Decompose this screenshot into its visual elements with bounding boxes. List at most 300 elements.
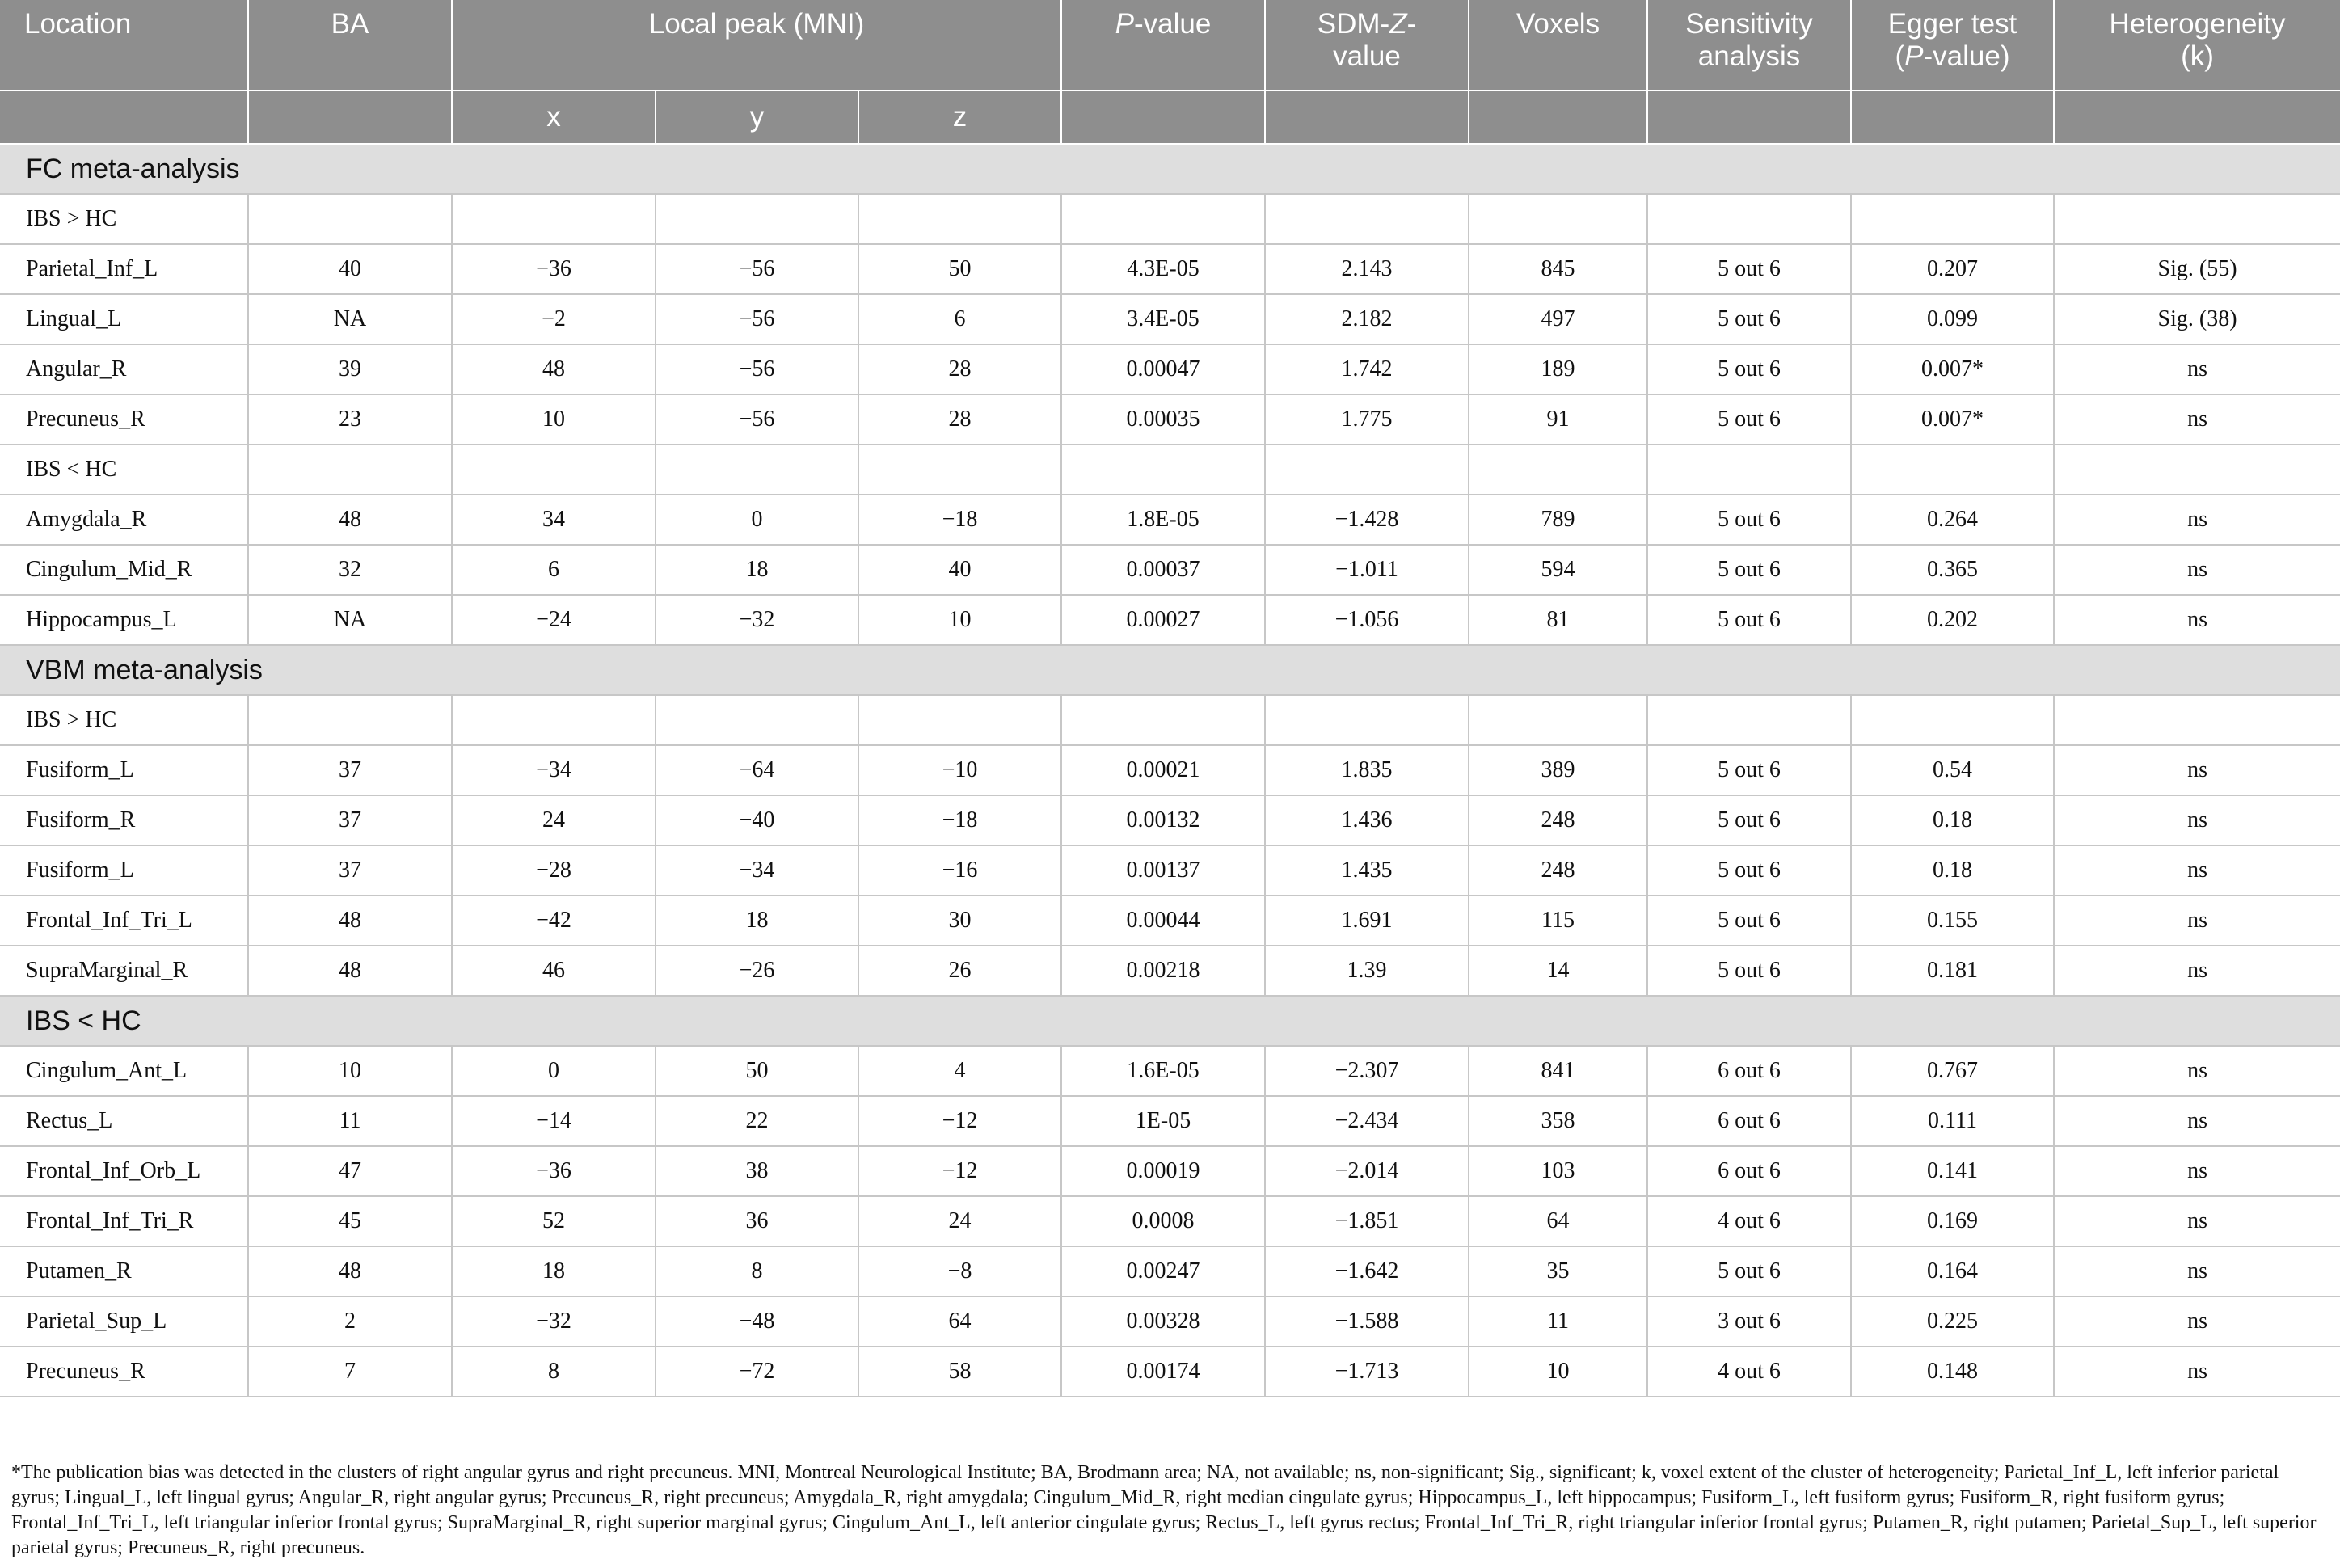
cell-sdm-z: −1.056 — [1265, 595, 1469, 645]
cell-voxels: 248 — [1469, 795, 1647, 845]
empty-cell — [858, 194, 1061, 244]
cell-ba: 11 — [248, 1096, 452, 1146]
header-row-main — [0, 0, 2340, 91]
cell-y: −56 — [656, 344, 858, 394]
cell-sdm-z: −1.011 — [1265, 545, 1469, 595]
cell-x: −34 — [452, 745, 656, 795]
table-row — [0, 595, 2340, 645]
table-row — [0, 1146, 2340, 1196]
cell-p-value: 4.3E-05 — [1061, 244, 1265, 294]
cell-location: Frontal_Inf_Orb_L — [0, 1146, 248, 1196]
cell-sensitivity: 5 out 6 — [1647, 845, 1851, 896]
cell-p-value: 0.00035 — [1061, 394, 1265, 445]
cell-sdm-z: −2.307 — [1265, 1046, 1469, 1096]
cell-egger: 0.169 — [1851, 1196, 2054, 1246]
cell-y: −40 — [656, 795, 858, 845]
cell-egger: 0.18 — [1851, 795, 2054, 845]
cell-voxels: 103 — [1469, 1146, 1647, 1196]
header-p-value — [1061, 0, 1265, 91]
cell-p-value: 0.00047 — [1061, 344, 1265, 394]
empty-cell — [1851, 695, 2054, 745]
cell-z: 6 — [858, 294, 1061, 344]
cell-egger: 0.007* — [1851, 344, 2054, 394]
cell-voxels: 35 — [1469, 1246, 1647, 1296]
cell-x: 6 — [452, 545, 656, 595]
cell-sdm-z: 2.182 — [1265, 294, 1469, 344]
cell-x: 8 — [452, 1347, 656, 1397]
cell-heterogeneity: ns — [2054, 745, 2340, 795]
cell-heterogeneity: ns — [2054, 344, 2340, 394]
cell-ba: 37 — [248, 795, 452, 845]
cell-sdm-z: −1.428 — [1265, 495, 1469, 545]
empty-cell — [248, 695, 452, 745]
cell-z: 28 — [858, 394, 1061, 445]
cell-sensitivity: 5 out 6 — [1647, 896, 1851, 946]
cell-sensitivity: 5 out 6 — [1647, 745, 1851, 795]
table-row — [0, 1296, 2340, 1347]
cell-egger: 0.164 — [1851, 1246, 2054, 1296]
cell-voxels: 358 — [1469, 1096, 1647, 1146]
cell-heterogeneity: ns — [2054, 946, 2340, 996]
cell-heterogeneity: ns — [2054, 495, 2340, 545]
table-row — [0, 1046, 2340, 1096]
cell-location: Cingulum_Ant_L — [0, 1046, 248, 1096]
cell-z: 58 — [858, 1347, 1061, 1397]
cell-x: 18 — [452, 1246, 656, 1296]
cell-location: Cingulum_Mid_R — [0, 545, 248, 595]
section-label: FC meta-analysis — [0, 144, 2340, 194]
cell-sensitivity: 3 out 6 — [1647, 1296, 1851, 1347]
cell-sensitivity: 5 out 6 — [1647, 946, 1851, 996]
cell-x: −2 — [452, 294, 656, 344]
header-location: Location — [0, 0, 248, 91]
cell-location: Parietal_Sup_L — [0, 1296, 248, 1347]
cell-y: −56 — [656, 294, 858, 344]
empty-cell — [1265, 695, 1469, 745]
header-x: x — [452, 91, 656, 144]
table-row — [0, 1096, 2340, 1146]
cell-location: Fusiform_L — [0, 745, 248, 795]
cell-ba: 48 — [248, 946, 452, 996]
empty-cell — [858, 695, 1061, 745]
table-row — [0, 845, 2340, 896]
cell-sdm-z: −1.713 — [1265, 1347, 1469, 1397]
cell-voxels: 81 — [1469, 595, 1647, 645]
cell-egger: 0.264 — [1851, 495, 2054, 545]
section-row — [0, 645, 2340, 695]
cell-egger: 0.767 — [1851, 1046, 2054, 1096]
section-row — [0, 996, 2340, 1046]
cell-x: 10 — [452, 394, 656, 445]
cell-egger: 0.007* — [1851, 394, 2054, 445]
cell-ba: 37 — [248, 745, 452, 795]
cell-x: 34 — [452, 495, 656, 545]
cell-p-value: 0.00174 — [1061, 1347, 1265, 1397]
group-row — [0, 194, 2340, 244]
cell-sensitivity: 5 out 6 — [1647, 595, 1851, 645]
header-sdm-part3: value — [1333, 40, 1401, 72]
cell-x: 0 — [452, 1046, 656, 1096]
empty-cell — [858, 445, 1061, 495]
cell-z: 26 — [858, 946, 1061, 996]
cell-heterogeneity: ns — [2054, 394, 2340, 445]
cell-voxels: 10 — [1469, 1347, 1647, 1397]
empty-cell — [1469, 695, 1647, 745]
cell-y: 18 — [656, 896, 858, 946]
cell-voxels: 11 — [1469, 1296, 1647, 1347]
empty-cell — [656, 695, 858, 745]
cell-y: 8 — [656, 1246, 858, 1296]
header-egger-line1: Egger test — [1887, 8, 2017, 40]
cell-voxels: 845 — [1469, 244, 1647, 294]
cell-egger: 0.225 — [1851, 1296, 2054, 1347]
cell-y: −56 — [656, 244, 858, 294]
cell-sensitivity: 5 out 6 — [1647, 495, 1851, 545]
cell-voxels: 594 — [1469, 545, 1647, 595]
header-sub-empty — [248, 91, 452, 144]
cell-location: Fusiform_R — [0, 795, 248, 845]
cell-location: Parietal_Inf_L — [0, 244, 248, 294]
header-sub-empty — [2054, 91, 2340, 144]
header-sub-empty — [1469, 91, 1647, 144]
cell-y: 36 — [656, 1196, 858, 1246]
empty-cell — [1647, 194, 1851, 244]
cell-ba: NA — [248, 595, 452, 645]
cell-sdm-z: −2.434 — [1265, 1096, 1469, 1146]
empty-cell — [1647, 695, 1851, 745]
cell-sensitivity: 5 out 6 — [1647, 795, 1851, 845]
cell-ba: 48 — [248, 495, 452, 545]
table-row — [0, 294, 2340, 344]
header-sdm-part2: - — [1406, 8, 1417, 40]
cell-x: −28 — [452, 845, 656, 896]
header-sub-empty — [1061, 91, 1265, 144]
group-label: IBS < HC — [0, 445, 248, 495]
empty-cell — [1061, 194, 1265, 244]
cell-egger: 0.099 — [1851, 294, 2054, 344]
header-heterogeneity — [2054, 0, 2340, 91]
cell-z: 10 — [858, 595, 1061, 645]
empty-cell — [1851, 194, 2054, 244]
cell-ba: 10 — [248, 1046, 452, 1096]
cell-egger: 0.155 — [1851, 896, 2054, 946]
cell-p-value: 3.4E-05 — [1061, 294, 1265, 344]
cell-y: −26 — [656, 946, 858, 996]
cell-ba: 47 — [248, 1146, 452, 1196]
cell-z: −12 — [858, 1096, 1061, 1146]
cell-location: Lingual_L — [0, 294, 248, 344]
cell-sensitivity: 5 out 6 — [1647, 545, 1851, 595]
cell-egger: 0.18 — [1851, 845, 2054, 896]
table-row — [0, 745, 2340, 795]
cell-z: 50 — [858, 244, 1061, 294]
cell-heterogeneity: ns — [2054, 595, 2340, 645]
cell-y: 0 — [656, 495, 858, 545]
cell-x: 46 — [452, 946, 656, 996]
empty-cell — [248, 445, 452, 495]
empty-cell — [1061, 445, 1265, 495]
header-ba: BA — [248, 0, 452, 91]
cell-y: −56 — [656, 394, 858, 445]
cell-heterogeneity: Sig. (55) — [2054, 244, 2340, 294]
table-row — [0, 394, 2340, 445]
header-sensitivity-line1: Sensitivity — [1685, 8, 1813, 40]
cell-location: Precuneus_R — [0, 1347, 248, 1397]
cell-sensitivity: 5 out 6 — [1647, 344, 1851, 394]
cell-voxels: 841 — [1469, 1046, 1647, 1096]
header-y: y — [656, 91, 858, 144]
cell-x: −24 — [452, 595, 656, 645]
table-row — [0, 545, 2340, 595]
empty-cell — [452, 194, 656, 244]
header-sensitivity — [1647, 0, 1851, 91]
cell-heterogeneity: ns — [2054, 1246, 2340, 1296]
cell-voxels: 497 — [1469, 294, 1647, 344]
cell-y: 22 — [656, 1096, 858, 1146]
cell-voxels: 115 — [1469, 896, 1647, 946]
table-body — [0, 144, 2340, 1397]
cell-location: Angular_R — [0, 344, 248, 394]
cell-location: Putamen_R — [0, 1246, 248, 1296]
empty-cell — [452, 695, 656, 745]
empty-cell — [2054, 194, 2340, 244]
cell-sdm-z: −1.588 — [1265, 1296, 1469, 1347]
header-z: z — [858, 91, 1061, 144]
empty-cell — [452, 445, 656, 495]
cell-sdm-z: −1.851 — [1265, 1196, 1469, 1246]
cell-egger: 0.141 — [1851, 1146, 2054, 1196]
cell-p-value: 0.00027 — [1061, 595, 1265, 645]
cell-heterogeneity: ns — [2054, 1296, 2340, 1347]
cell-heterogeneity: ns — [2054, 1146, 2340, 1196]
cell-heterogeneity: ns — [2054, 545, 2340, 595]
cell-heterogeneity: ns — [2054, 1347, 2340, 1397]
cell-sdm-z: 1.39 — [1265, 946, 1469, 996]
empty-cell — [1469, 194, 1647, 244]
cell-z: −18 — [858, 495, 1061, 545]
cell-egger: 0.365 — [1851, 545, 2054, 595]
cell-p-value: 0.00019 — [1061, 1146, 1265, 1196]
header-egger — [1851, 0, 2054, 91]
header-sub-empty — [0, 91, 248, 144]
cell-location: Frontal_Inf_Tri_R — [0, 1196, 248, 1246]
cell-p-value: 0.00137 — [1061, 845, 1265, 896]
cell-ba: 32 — [248, 545, 452, 595]
cell-sdm-z: 1.742 — [1265, 344, 1469, 394]
header-row-sub — [0, 91, 2340, 144]
cell-x: −36 — [452, 1146, 656, 1196]
cell-ba: 23 — [248, 394, 452, 445]
cell-ba: 7 — [248, 1347, 452, 1397]
cell-x: −32 — [452, 1296, 656, 1347]
cell-sdm-z: 1.436 — [1265, 795, 1469, 845]
cell-z: 40 — [858, 545, 1061, 595]
table-footnote: *The publication bias was detected in the clusters of right angular gyrus and right precuneus. MNI, Montreal Neurological Institute; BA, Brodmann area; NA, not available; ns, non-significant; Sig., significant; k, voxel extent of the cluster of heterogeneity; Parietal_Inf_L, left inferior parietal gyrus; Lingual_L, left lingual gyrus; Angular_R, right angular gyrus; Precuneus_R, right precuneus; Amygdala_R, right amygdala; Cingulum_Mid_R, right median cingulate gyrus; Hippocampus_L, left hippocampus; Fusiform_L, left fusiform gyrus; Fusiform_R, right fusiform gyrus; Frontal_Inf_Tri_L, left triangular inferior frontal gyrus; SupraMarginal_R, right superior marginal gyrus; Cingulum_Ant_L, left anterior cingulate gyrus; Rectus_L, left gyrus rectus; Frontal_Inf_Tri_R, right triangular inferior frontal gyrus; Putamen_R, right putamen; Parietal_Sup_L, left superior parietal gyrus; Precuneus_R, right precuneus. — [11, 1462, 2317, 1558]
cell-voxels: 789 — [1469, 495, 1647, 545]
section-row — [0, 144, 2340, 194]
cell-ba: 37 — [248, 845, 452, 896]
cell-location: Precuneus_R — [0, 394, 248, 445]
empty-cell — [2054, 445, 2340, 495]
header-voxels: Voxels — [1469, 0, 1647, 91]
group-row — [0, 445, 2340, 495]
table-header — [0, 0, 2340, 144]
cell-sdm-z: 1.691 — [1265, 896, 1469, 946]
cell-egger: 0.202 — [1851, 595, 2054, 645]
cell-y: −72 — [656, 1347, 858, 1397]
header-sdm-italic: Z — [1389, 8, 1407, 40]
header-p-italic: P — [1115, 8, 1135, 40]
table-row — [0, 896, 2340, 946]
cell-sensitivity: 5 out 6 — [1647, 394, 1851, 445]
cell-heterogeneity: ns — [2054, 1096, 2340, 1146]
cell-ba: 2 — [248, 1296, 452, 1347]
cell-y: 38 — [656, 1146, 858, 1196]
header-p-rest: -value — [1134, 8, 1212, 40]
cell-voxels: 389 — [1469, 745, 1647, 795]
cell-ba: 48 — [248, 1246, 452, 1296]
empty-cell — [1061, 695, 1265, 745]
group-label: IBS > HC — [0, 695, 248, 745]
table-row — [0, 1196, 2340, 1246]
table-row — [0, 495, 2340, 545]
cell-sdm-z: 1.775 — [1265, 394, 1469, 445]
cell-voxels: 248 — [1469, 845, 1647, 896]
cell-sdm-z: 1.435 — [1265, 845, 1469, 896]
cell-sensitivity: 5 out 6 — [1647, 294, 1851, 344]
header-egger-italic: P — [1904, 40, 1924, 72]
empty-cell — [656, 445, 858, 495]
table-row — [0, 344, 2340, 394]
header-sdm-part1: SDM- — [1317, 8, 1390, 40]
cell-z: −18 — [858, 795, 1061, 845]
header-local-peak: Local peak (MNI) — [452, 0, 1061, 91]
cell-z: −10 — [858, 745, 1061, 795]
cell-ba: 48 — [248, 896, 452, 946]
cell-z: 64 — [858, 1296, 1061, 1347]
cell-y: 50 — [656, 1046, 858, 1096]
section-label: IBS < HC — [0, 996, 2340, 1046]
empty-cell — [248, 194, 452, 244]
cell-location: Rectus_L — [0, 1096, 248, 1146]
header-sensitivity-line2: analysis — [1697, 40, 1801, 72]
header-sdm-z — [1265, 0, 1469, 91]
empty-cell — [1851, 445, 2054, 495]
empty-cell — [2054, 695, 2340, 745]
cell-p-value: 1.8E-05 — [1061, 495, 1265, 545]
cell-p-value: 1.6E-05 — [1061, 1046, 1265, 1096]
cell-voxels: 91 — [1469, 394, 1647, 445]
cell-sensitivity: 5 out 6 — [1647, 1246, 1851, 1296]
cell-y: 18 — [656, 545, 858, 595]
table-row — [0, 1246, 2340, 1296]
cell-voxels: 189 — [1469, 344, 1647, 394]
header-heterogeneity-line2: (k) — [2181, 40, 2214, 72]
header-egger-open: ( — [1895, 40, 1905, 72]
cell-ba: 45 — [248, 1196, 452, 1246]
table-row — [0, 946, 2340, 996]
cell-z: −16 — [858, 845, 1061, 896]
cell-p-value: 0.00247 — [1061, 1246, 1265, 1296]
cell-p-value: 0.00021 — [1061, 745, 1265, 795]
cell-location: Hippocampus_L — [0, 595, 248, 645]
cell-sensitivity: 6 out 6 — [1647, 1046, 1851, 1096]
header-sub-empty — [1851, 91, 2054, 144]
cell-y: −32 — [656, 595, 858, 645]
cell-x: 24 — [452, 795, 656, 845]
cell-z: −12 — [858, 1146, 1061, 1196]
empty-cell — [656, 194, 858, 244]
cell-sensitivity: 5 out 6 — [1647, 244, 1851, 294]
cell-heterogeneity: Sig. (38) — [2054, 294, 2340, 344]
cell-y: −64 — [656, 745, 858, 795]
cell-location: Amygdala_R — [0, 495, 248, 545]
cell-p-value: 0.00037 — [1061, 545, 1265, 595]
cell-p-value: 0.00044 — [1061, 896, 1265, 946]
cell-p-value: 0.00132 — [1061, 795, 1265, 845]
cell-voxels: 64 — [1469, 1196, 1647, 1246]
cell-voxels: 14 — [1469, 946, 1647, 996]
cell-egger: 0.181 — [1851, 946, 2054, 996]
cell-sdm-z: 2.143 — [1265, 244, 1469, 294]
cell-ba: 39 — [248, 344, 452, 394]
cell-egger: 0.148 — [1851, 1347, 2054, 1397]
cell-sdm-z: −2.014 — [1265, 1146, 1469, 1196]
cell-y: −34 — [656, 845, 858, 896]
table-row — [0, 244, 2340, 294]
cell-sensitivity: 6 out 6 — [1647, 1096, 1851, 1146]
cell-sensitivity: 6 out 6 — [1647, 1146, 1851, 1196]
cell-p-value: 0.00218 — [1061, 946, 1265, 996]
empty-cell — [1647, 445, 1851, 495]
cell-egger: 0.54 — [1851, 745, 2054, 795]
cell-sdm-z: −1.642 — [1265, 1246, 1469, 1296]
empty-cell — [1265, 194, 1469, 244]
cell-heterogeneity: ns — [2054, 896, 2340, 946]
cell-p-value: 0.00328 — [1061, 1296, 1265, 1347]
cell-heterogeneity: ns — [2054, 1196, 2340, 1246]
cell-z: 4 — [858, 1046, 1061, 1096]
cell-ba: 40 — [248, 244, 452, 294]
header-heterogeneity-line1: Heterogeneity — [2109, 8, 2286, 40]
cell-y: −48 — [656, 1296, 858, 1347]
cell-heterogeneity: ns — [2054, 1046, 2340, 1096]
cell-z: 30 — [858, 896, 1061, 946]
cell-location: Frontal_Inf_Tri_L — [0, 896, 248, 946]
cell-x: 52 — [452, 1196, 656, 1246]
group-label: IBS > HC — [0, 194, 248, 244]
cell-p-value: 1E-05 — [1061, 1096, 1265, 1146]
header-sub-empty — [1647, 91, 1851, 144]
cell-sdm-z: 1.835 — [1265, 745, 1469, 795]
cell-x: −36 — [452, 244, 656, 294]
cell-sensitivity: 4 out 6 — [1647, 1196, 1851, 1246]
cell-p-value: 0.0008 — [1061, 1196, 1265, 1246]
group-row — [0, 695, 2340, 745]
cell-z: 24 — [858, 1196, 1061, 1246]
cell-sensitivity: 4 out 6 — [1647, 1347, 1851, 1397]
cell-z: 28 — [858, 344, 1061, 394]
cell-heterogeneity: ns — [2054, 845, 2340, 896]
table-row — [0, 795, 2340, 845]
cell-x: −14 — [452, 1096, 656, 1146]
cell-ba: NA — [248, 294, 452, 344]
cell-egger: 0.207 — [1851, 244, 2054, 294]
empty-cell — [1469, 445, 1647, 495]
header-egger-rest: -value) — [1923, 40, 2010, 72]
table-row — [0, 1347, 2340, 1397]
cell-x: 48 — [452, 344, 656, 394]
